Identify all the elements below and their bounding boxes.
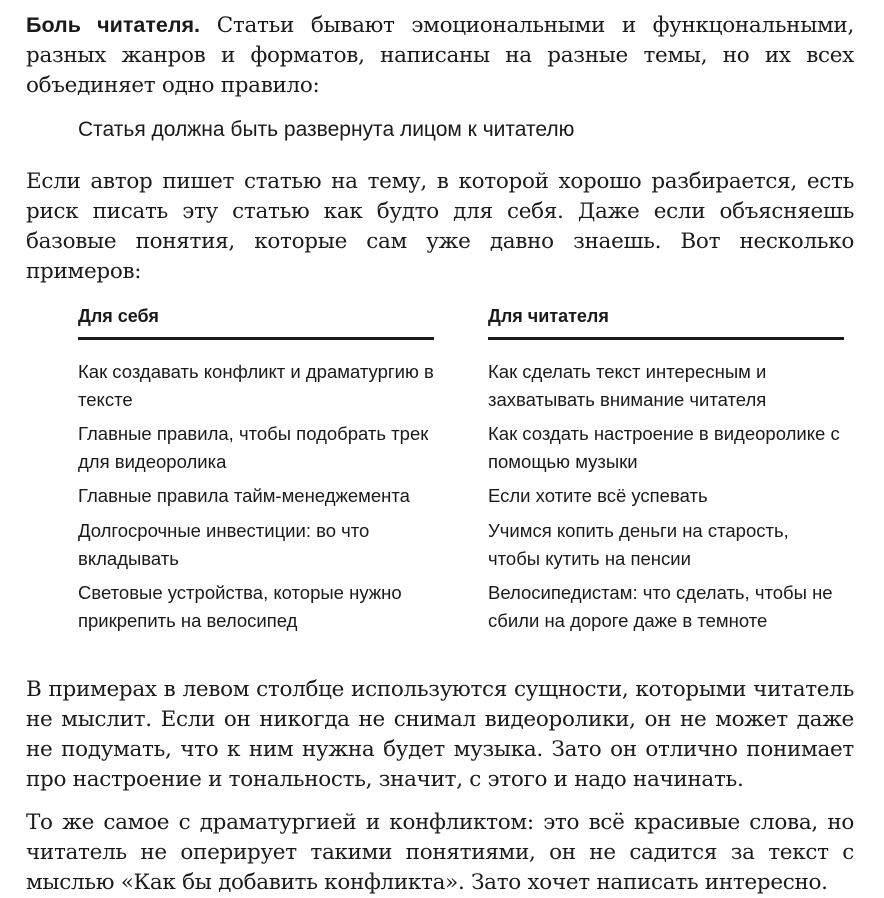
comparison-table — [78, 303, 844, 641]
table-cell-right: Учимся копить деньги на старость, чтобы кутить на пенсии — [488, 520, 789, 569]
table-cell-left: Как создавать конфликт и драматургию в тексте — [78, 361, 434, 410]
column-header-for-reader: Для читателя — [488, 303, 844, 340]
intro-paragraph — [26, 10, 854, 101]
paragraph-conclusion: То же самое с драматургией и конфликтом: это всё красивые слова, но читатель не оперирует такими понятиями, он не садится за текст с мыслью «Как бы добавить конфликта». Зато хочет написать интересно. — [26, 810, 854, 895]
table-cell-left: Световые устройства, которые нужно прикрепить на велосипед — [78, 582, 402, 631]
paragraph-examples-intro: Если автор пишет статью на тему, в которой хорошо разбирается, есть риск писать эту статью как будто для себя. Даже если объясняешь базовые понятия, которые сам уже давно знаешь. Вот несколько примеров: — [26, 169, 854, 284]
intro-lead: Боль читателя. — [26, 13, 200, 37]
table-cell-right: Как сделать текст интересным и захватывать внимание читателя — [488, 361, 767, 410]
column-for-self — [78, 303, 434, 641]
table-cell-left: Долгосрочные инвестиции: во что вкладывать — [78, 520, 370, 569]
paragraph-explanation: В примерах в левом столбце используются сущности, которыми читатель не мыслит. Если он никогда не снимал видеоролики, он не может даже не подумать, что к ним нужна будет музыка. Зато он отлично понимает про настроение и тональность, значит, с этого и надо начинать. — [26, 677, 854, 792]
column-items-for-reader — [488, 358, 844, 641]
column-header-for-self: Для себя — [78, 303, 434, 340]
column-items-for-self — [78, 358, 434, 641]
table-cell-right: Если хотите всё успевать — [488, 485, 708, 506]
column-for-reader — [488, 303, 844, 641]
table-cell-right: Велосипедистам: что сделать, чтобы не сбили на дороге даже в темноте — [488, 582, 833, 631]
intro-text: Статьи бывают эмоциональными и функцональными, разных жанров и форматов, написаны на разные темы, но их всех объединяет одно правило: — [26, 13, 854, 98]
highlighted-quote: Статья должна быть развернута лицом к читателю — [78, 118, 575, 141]
table-cell-left: Главные правила, чтобы подобрать трек для видеоролика — [78, 423, 429, 472]
table-cell-right: Как создать настроение в видеоролике с помощью музыки — [488, 423, 840, 472]
table-cell-left: Главные правила тайм-менеджемента — [78, 485, 410, 506]
